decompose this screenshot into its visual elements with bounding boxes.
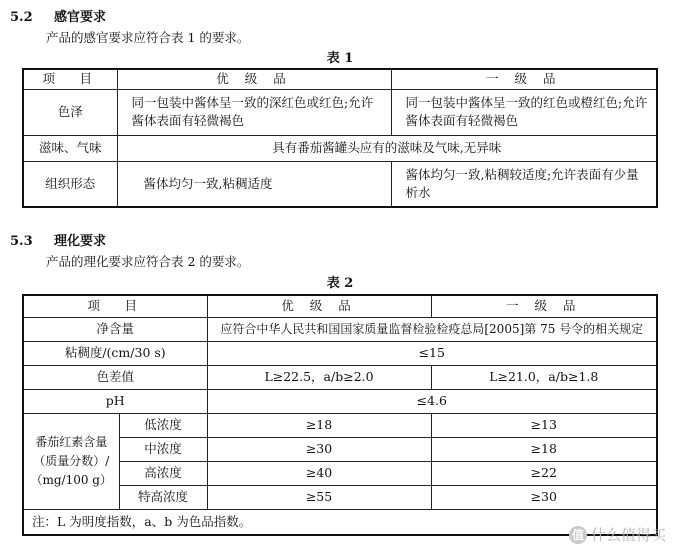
row-superior: 酱体均匀一致,粘稠适度 [117,161,391,207]
section-number: 5.3 [10,234,33,249]
header-item: 项 目 [23,295,207,317]
lycopene-superior: ≥55 [207,485,431,509]
section-title: 感官要求 [54,10,107,25]
row-first: 酱体均匀一致,粘稠较适度;允许表面有少量析水 [391,161,657,207]
table-header-row [23,295,657,317]
row-merged-value: ≤4.6 [207,389,657,413]
lycopene-superior: ≥30 [207,437,431,461]
section-intro: 产品的理化要求应符合表 2 的要求。 [46,254,250,269]
header-superior: 优 级 品 [207,295,431,317]
lycopene-item: 番茄红素含量（质量分数）/（mg/100 g） [23,413,119,509]
section-heading-5-2 [10,6,106,25]
section-heading-5-3 [10,230,106,249]
section-intro: 产品的感官要求应符合表 1 的要求。 [46,30,250,45]
table-row [23,437,657,461]
header-first: 一 级 品 [431,295,657,317]
row-merged-value: 应符合中华人民共和国国家质量监督检验检疫总局[2005]第 75 号令的相关规定 [207,317,657,341]
lycopene-first: ≥18 [431,437,657,461]
table-row [23,485,657,509]
lycopene-level: 中浓度 [119,437,207,461]
table-row [23,135,657,161]
row-item: pH [23,389,207,413]
table-row [23,413,657,437]
lycopene-first: ≥13 [431,413,657,437]
table-row [23,461,657,485]
table-row [23,365,657,389]
header-superior: 优 级 品 [117,69,391,89]
lycopene-first: ≥30 [431,485,657,509]
row-item: 滋味、气味 [23,135,117,161]
table-row [23,317,657,341]
row-superior: 同一包装中酱体呈一致的深红色或红色;允许酱体表面有轻微褐色 [117,89,391,135]
row-item: 粘稠度/(cm/30 s) [23,341,207,365]
table-row [23,389,657,413]
lycopene-superior: ≥18 [207,413,431,437]
lycopene-level: 低浓度 [119,413,207,437]
watermark-badge-icon: 值 [569,526,587,544]
row-first: L≥21.0，a/b≥1.8 [431,365,657,389]
table-row [23,89,657,135]
watermark-text: 什么值得买 [590,526,666,544]
table-caption: 表 2 [326,276,354,291]
physicochemical-table [22,294,658,536]
lycopene-level: 特高浓度 [119,485,207,509]
sensory-table [22,68,658,208]
lycopene-level: 高浓度 [119,461,207,485]
row-item: 色泽 [23,89,117,135]
section-title: 理化要求 [54,234,107,249]
row-merged-value: ≤15 [207,341,657,365]
row-item: 净含量 [23,317,207,341]
row-item: 色差值 [23,365,207,389]
table-note: 注：L 为明度指数，a、b 为色品指数。 [23,509,657,535]
watermark [569,524,666,545]
row-item: 组织形态 [23,161,117,207]
row-first: 同一包装中酱体呈一致的红色或橙红色;允许酱体表面有轻微褐色 [391,89,657,135]
table-caption: 表 1 [326,51,354,66]
lycopene-first: ≥22 [431,461,657,485]
header-item: 项 目 [23,69,117,89]
table-row [23,161,657,207]
table-header-row [23,69,657,89]
section-number: 5.2 [10,10,33,25]
table-note-row [23,509,657,535]
table-row [23,341,657,365]
lycopene-superior: ≥40 [207,461,431,485]
header-first: 一 级 品 [391,69,657,89]
row-superior: L≥22.5，a/b≥2.0 [207,365,431,389]
row-merged-value: 具有番茄酱罐头应有的滋味及气味,无异味 [117,135,657,161]
